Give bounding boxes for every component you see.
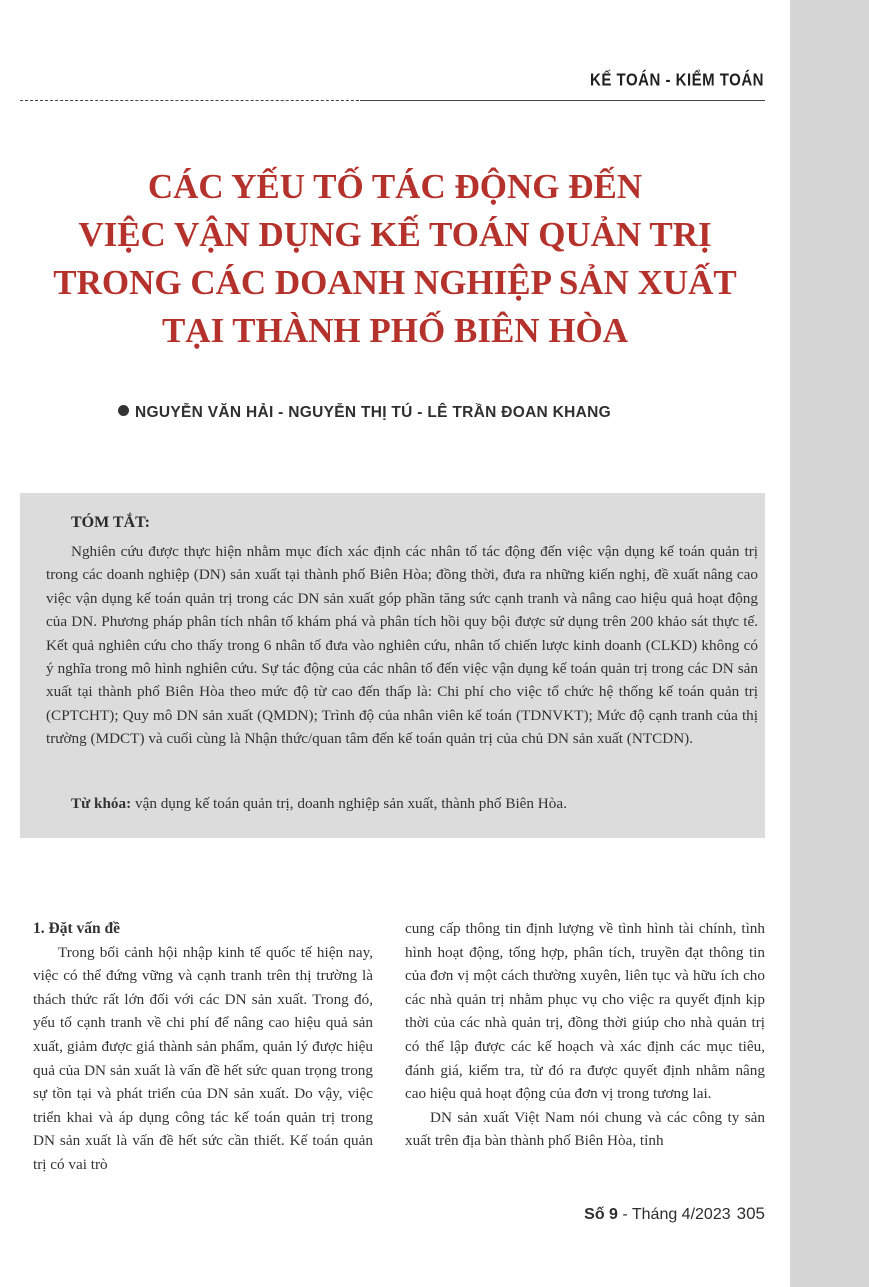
paragraph: Trong bối cảnh hội nhập kinh tế quốc tế hiện nay, việc có thể đứng vững và cạnh tranh trên thị trường là thách thức rất lớn đối với các DN sản xuất. Trong đó, yếu tố cạnh tranh về chi phí để nâng cao hiệu quả sản xuất, giảm được giá thành sản phẩm, quản lý được hiệu quả của DN sản xuất là vấn đề hết sức quan trọng trong sự tồn tại và phát triển của DN sản xuất. Do vậy, việc triển khai và áp dụng công tác kế toán quản trị trong DN sản xuất là vấn đề hết sức cần thiết. Kế toán quản trị có vai trò <box>33 943 373 1173</box>
title-line: TRONG CÁC DOANH NGHIỆP SẢN XUẤT <box>53 263 737 302</box>
abstract-text: Nghiên cứu được thực hiện nhằm mục đích xác định các nhân tố tác động đến việc vận dụng kế toán quản trị trong các doanh nghiệp (DN) sản xuất tại thành phố Biên Hòa; đồng thời, đưa ra những kiến nghị, đề xuất nâng cao việc vận dụng kế toán quản trị trong các DN sản xuất góp phần tăng sức cạnh tranh và nâng cao hiệu quả hoạt động của DN. Phương pháp phân tích nhân tố khám phá và phân tích hồi quy bội được sử dụng trên 200 khảo sát thực tế. Kết quả nghiên cứu cho thấy trong 6 nhân tố đưa vào nghiên cứu, nhân tố chiến lược kinh doanh (CLKD) không có ý nghĩa trong mô hình nghiên cứu. Sự tác động của các nhân tố đến việc vận dụng kế toán quản trị trong các DN sản xuất tại thành phố Biên Hòa theo mức độ từ cao đến thấp là: Chi phí cho việc tổ chức hệ thống kế toán quản trị (CPTCHT); Quy mô DN sản xuất (QMDN); Trình độ của nhân viên kế toán (TDNVKT); Mức độ cạnh tranh của thị trường (MDCT) và cuối cùng là Nhận thức/quan tâm đến kế toán quản trị của chủ DN sản xuất (NTCDN). <box>46 543 758 748</box>
section-label: KẾ TOÁN - KIỂM TOÁN <box>590 70 764 91</box>
authors: NGUYỄN VĂN HẢI - NGUYỄN THỊ TÚ - LÊ TRẦN ĐOAN KHANG <box>135 404 611 421</box>
issue-number: Số 9 <box>584 1206 618 1223</box>
column-left <box>33 917 373 1177</box>
abstract-heading: TÓM TẮT: <box>71 514 150 531</box>
section-heading: 1. Đặt vấn đề <box>33 920 120 937</box>
keywords-label: Từ khóa: <box>71 795 132 812</box>
column-right <box>405 917 765 1153</box>
issue-date: - Tháng 4/2023 <box>617 1206 731 1223</box>
keywords-text: vận dụng kế toán quản trị, doanh nghiệp sản xuất, thành phố Biên Hòa. <box>131 795 567 812</box>
article-title <box>40 163 750 355</box>
page-edge-strip <box>790 0 869 1287</box>
authors-line <box>118 404 678 422</box>
bullet-icon <box>118 405 129 416</box>
keywords <box>71 795 761 813</box>
page-number: 305 <box>736 1204 765 1223</box>
paragraph: cung cấp thông tin định lượng về tình hình tài chính, tình hình hoạt động, tổng hợp, phân tích, truyền đạt thông tin của đơn vị một cách thường xuyên, liên tục và hữu ích cho các nhà quản trị nhằm phục vụ cho việc ra quyết định kịp thời của các nhà quản trị, đồng thời giúp cho nhà quản trị có thể lập được các kế hoạch và xác định các mục tiêu, đánh giá, kiểm tra, từ đó ra được quyết định nhằm nâng cao hiệu quả hoạt động của đơn vị trong tương lai. <box>405 920 765 1103</box>
abstract-body <box>46 540 758 751</box>
header-divider-solid <box>360 100 765 101</box>
paragraph: DN sản xuất Việt Nam nói chung và các công ty sản xuất trên địa bàn thành phố Biên Hòa, tỉnh <box>405 1108 765 1150</box>
title-line: CÁC YẾU TỐ TÁC ĐỘNG ĐẾN <box>147 167 643 206</box>
page-footer <box>545 1204 765 1224</box>
title-line: VIỆC VẬN DỤNG KẾ TOÁN QUẢN TRỊ <box>78 215 712 254</box>
title-line: TẠI THÀNH PHỐ BIÊN HÒA <box>161 311 629 350</box>
